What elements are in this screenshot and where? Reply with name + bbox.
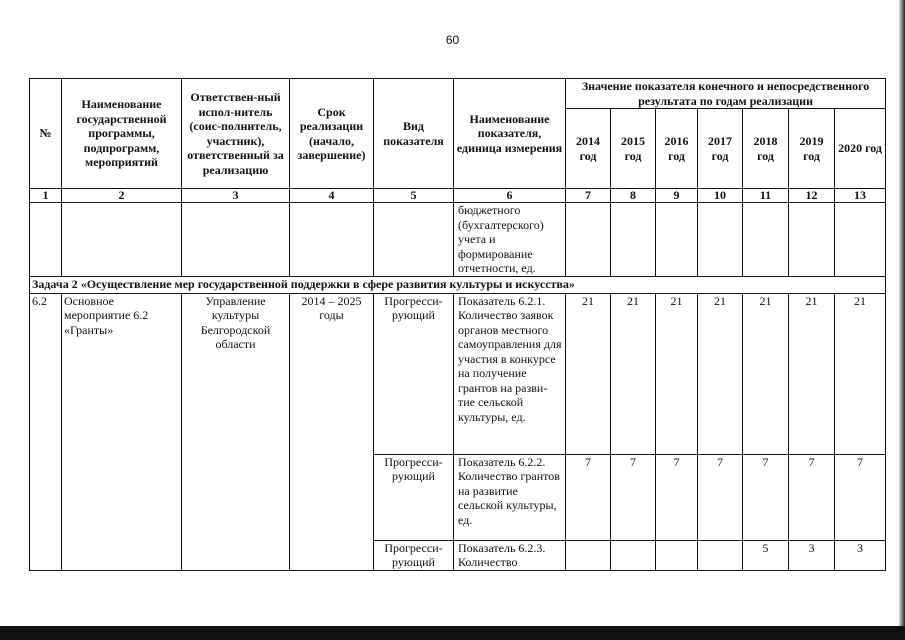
column-number: 5 <box>374 189 454 203</box>
header-values-group: Значение показателя конечного и непосредственного результата по годам реализации <box>566 79 886 109</box>
indicator-value: 21 <box>698 293 743 454</box>
header-program: Наименование государственной программы, подпрограмм, мероприятий <box>62 79 182 189</box>
header-year: 2015 год <box>611 109 656 189</box>
indicator-value: 5 <box>743 540 789 570</box>
header-no: № <box>30 79 62 189</box>
indicator-value: 21 <box>611 293 656 454</box>
indicator-value: 7 <box>566 454 611 540</box>
column-number: 6 <box>454 189 566 203</box>
empty-cell <box>374 203 454 277</box>
empty-cell <box>789 203 835 277</box>
indicator-value: 7 <box>611 454 656 540</box>
empty-cell <box>290 203 374 277</box>
header-year: 2016 год <box>656 109 698 189</box>
header-year: 2019 год <box>789 109 835 189</box>
header-year: 2020 год <box>835 109 886 189</box>
measure-name: Основное мероприятие 6.2 «Гранты» <box>62 293 182 570</box>
header-row-top <box>30 79 886 109</box>
empty-cell <box>30 203 62 277</box>
empty-cell <box>835 203 886 277</box>
header-indicator-type: Вид показателя <box>374 79 454 189</box>
indicator-name: Показатель 6.2.2. Количество грантов на развитие сельской культуры, ед. <box>454 454 566 540</box>
column-number: 4 <box>290 189 374 203</box>
header-indicator-name: Наименование показателя, единица измерения <box>454 79 566 189</box>
indicator-value: 21 <box>835 293 886 454</box>
task-title: Задача 2 «Осуществление мер государственной поддержки в сфере развития культуры и искусства» <box>30 276 886 293</box>
column-number: 10 <box>698 189 743 203</box>
indicator-value: 21 <box>656 293 698 454</box>
empty-cell <box>566 203 611 277</box>
header-year: 2014 год <box>566 109 611 189</box>
indicator-value: 7 <box>835 454 886 540</box>
column-number: 8 <box>611 189 656 203</box>
header-responsible: Ответствен-ный испол-нитель (соис-полнитель, участник), ответственный за реализацию <box>182 79 290 189</box>
indicator-type: Прогресси-рующий <box>374 540 454 570</box>
empty-cell <box>182 203 290 277</box>
empty-cell <box>656 203 698 277</box>
page-number: 60 <box>445 33 460 47</box>
task-row <box>30 276 886 293</box>
header-term: Срок реализации (начало, завершение) <box>290 79 374 189</box>
column-number: 13 <box>835 189 886 203</box>
continuation-indicator-text: бюджетного (бухгалтерского) учета и формирование отчетности, ед. <box>454 203 566 277</box>
indicator-value <box>698 540 743 570</box>
indicator-value: 3 <box>835 540 886 570</box>
indicator-value: 7 <box>656 454 698 540</box>
indicators-table <box>29 78 886 571</box>
indicator-value <box>656 540 698 570</box>
continuation-row <box>30 203 886 277</box>
header-year: 2018 год <box>743 109 789 189</box>
indicator-value: 7 <box>698 454 743 540</box>
measure-term: 2014 – 2025 годы <box>290 293 374 570</box>
column-number: 11 <box>743 189 789 203</box>
measure-responsible: Управление культуры Белгородской области <box>182 293 290 570</box>
scan-edge-right <box>899 0 905 640</box>
indicator-value: 7 <box>743 454 789 540</box>
column-number: 1 <box>30 189 62 203</box>
column-number: 3 <box>182 189 290 203</box>
empty-cell <box>698 203 743 277</box>
column-number: 7 <box>566 189 611 203</box>
empty-cell <box>62 203 182 277</box>
indicator-type: Прогресси-рующий <box>374 293 454 454</box>
indicator-value: 21 <box>789 293 835 454</box>
column-number-row <box>30 189 886 203</box>
empty-cell <box>743 203 789 277</box>
indicator-name: Показатель 6.2.3. Количество <box>454 540 566 570</box>
column-number: 2 <box>62 189 182 203</box>
column-number: 12 <box>789 189 835 203</box>
measure-number: 6.2 <box>30 293 62 570</box>
scan-edge-bottom <box>0 626 905 640</box>
indicator-value <box>611 540 656 570</box>
column-number: 9 <box>656 189 698 203</box>
header-year: 2017 год <box>698 109 743 189</box>
indicator-value: 21 <box>566 293 611 454</box>
indicator-name: Показатель 6.2.1. Количество заявок органов местного самоуправления для участия в конкурсе на получение грантов на разви-тие сельской культуры, ед. <box>454 293 566 454</box>
indicator-value: 3 <box>789 540 835 570</box>
indicator-value: 21 <box>743 293 789 454</box>
indicator-type: Прогресси-рующий <box>374 454 454 540</box>
indicator-value <box>566 540 611 570</box>
indicator-value: 7 <box>789 454 835 540</box>
indicator-row <box>30 293 886 454</box>
empty-cell <box>611 203 656 277</box>
